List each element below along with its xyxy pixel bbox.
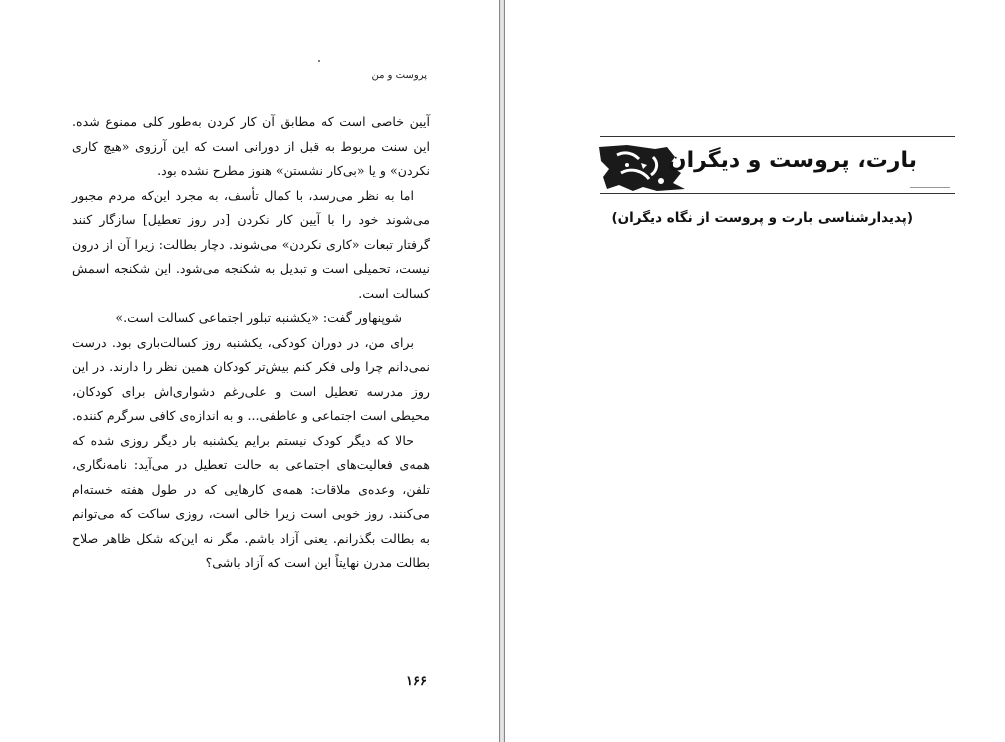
paragraph-1: آیین خاصی است که مطابق آن کار کردن به‌طور کلی ممنوع شده. این سنت مربوط به قبل از دورانی است که این آرزوی «هیچ کاری نکردن» و یا «بی‌کار نشستن» هنوز مطرح نشده بود. xyxy=(72,114,430,178)
decorative-dot xyxy=(318,60,320,62)
title-rule-top xyxy=(600,136,955,137)
left-page xyxy=(0,0,499,742)
body-text xyxy=(72,110,430,576)
right-page xyxy=(505,0,1005,742)
title-rule-bottom xyxy=(600,193,955,194)
paragraph-4: حالا که دیگر کودک نیستم برایم یکشنبه بار دیگر روزی شده که همه‌ی فعالیت‌های اجتماعی به حالت تعطیل در می‌آید: نامه‌نگاری، تلفن، وعده‌ی ملاقات: همه‌ی کارهایی که در طول هفته خسته‌ام می‌کنند. روز خوبی است زیرا خالی است، روزی ساکت که می‌توانم به بطالت بگذرانم. یعنی آزاد باشم. مگر نه این‌که شکل ظاهر صلاح بطالت مدرن نهایتاً این است که آزاد باشی؟ xyxy=(72,432,430,570)
paragraph-3: برای من، در دوران کودکی، یکشنبه روز کسالت‌باری بود. درست نمی‌دانم چرا ولی فکر کنم بیش‌تر کودکان همین نظر را دارند. در این روز مدرسه تعطیل است و علی‌رغم دشواری‌اش برای کودکان، محیطی است اجتماعی و عاطفی... و به اندازه‌ی کافی سرگرم کننده. xyxy=(72,334,430,423)
page-number: ۱۶۶ xyxy=(406,674,427,689)
title-rule-tick xyxy=(910,187,950,188)
chapter-title: بارت، پروست و دیگران xyxy=(667,148,917,173)
gutter-edge-left xyxy=(499,0,500,742)
quote-paragraph: شوپنهاور گفت: «یکشنبه تبلور اجتماعی کسالت است.» xyxy=(115,310,402,325)
paragraph-2: اما به نظر می‌رسد، با کمال تأسف، به مجرد این‌که مردم مجبور می‌شوند خود را با آیین کار نکردن [در روز تعطیل] سازگار کنند گرفتار تبعات «کاری نکردن» می‌شوند. دچار بطالت: زیرا آن از درون نیست، تحمیلی است و تبدیل به شکنجه می‌شود. این شکنجه اسمش کسالت است. xyxy=(72,187,430,301)
chapter-subtitle: (پدیدارشناسی بارت و پروست از نگاه دیگران) xyxy=(611,210,913,226)
running-head: پروست و من xyxy=(371,70,427,81)
